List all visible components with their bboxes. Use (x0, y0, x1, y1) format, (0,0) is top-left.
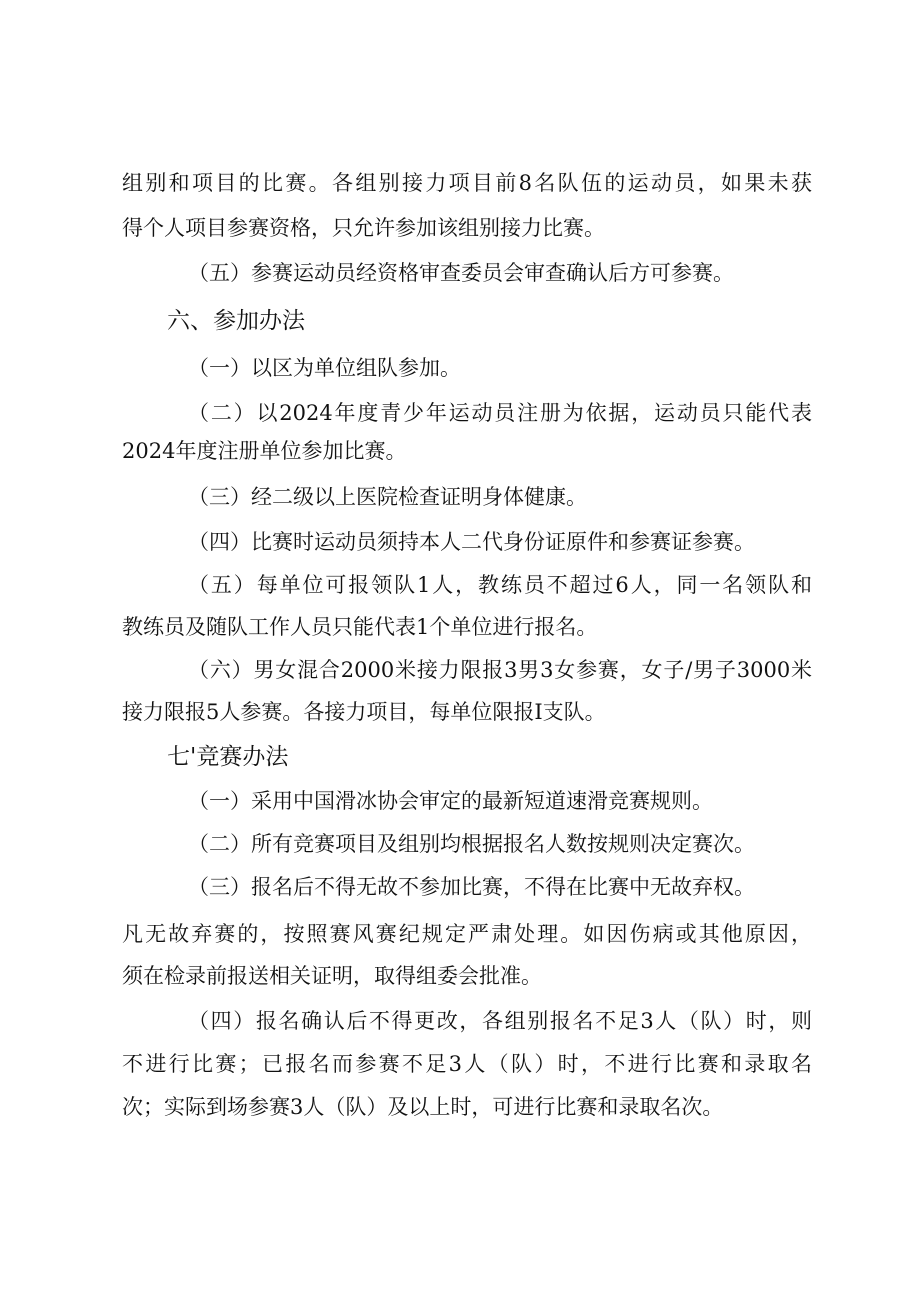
paragraph-line: （三）经二级以上医院检查证明身体健康。 (188, 485, 587, 509)
paragraph-line: 不进行比赛；已报名而参赛不足3人（队）时，不进行比赛和录取名 (122, 1052, 812, 1076)
paragraph-line: 接力限报5人参赛。各接力项目，每单位限报I支队。 (122, 700, 606, 724)
section-heading: 七'竞赛办法 (167, 744, 289, 770)
paragraph-line: （三）报名后不得无故不参加比赛，不得在比赛中无故弃权。 (188, 875, 755, 899)
paragraph-line: （四）报名确认后不得更改，各组别报名不足3人（队）时，则 (188, 1009, 812, 1033)
paragraph-line: （二）所有竞赛项目及组别均根据报名人数按规则决定赛次。 (188, 832, 755, 856)
paragraph-line: （五）每单位可报领队1人，教练员不超过6人，同一名领队和 (188, 573, 812, 597)
paragraph-line: （五）参赛运动员经资格审查委员会审查确认后方可参赛。 (188, 261, 734, 285)
paragraph-line: 组别和项目的比赛。各组别接力项目前8名队伍的运动员，如果未获 (122, 171, 812, 195)
paragraph-line: 次；实际到场参赛3人（队）及以上时，可进行比赛和录取名次。 (122, 1095, 724, 1119)
paragraph-line: 凡无故弃赛的，按照赛风赛纪规定严肃处理。如因伤病或其他原因， (122, 922, 812, 946)
section-heading: 六、参加办法 (167, 308, 305, 334)
paragraph-line: （一）采用中国滑冰协会审定的最新短道速滑竞赛规则。 (188, 789, 713, 813)
paragraph-line: 得个人项目参赛资格，只允许参加该组别接力比赛。 (122, 216, 605, 240)
paragraph-line: 教练员及随队工作人员只能代表1个单位进行报名。 (122, 615, 598, 639)
paragraph-line: （四）比赛时运动员须持本人二代身份证原件和参赛证参赛。 (188, 530, 755, 554)
paragraph-line: （二）以2024年度青少年运动员注册为依据，运动员只能代表 (188, 401, 812, 425)
paragraph-line: （一）以区为单位组队参加。 (188, 356, 461, 380)
paragraph-line: （六）男女混合2000米接力限报3男3女参赛，女子/男子3000米 (188, 658, 812, 682)
paragraph-line: 须在检录前报送相关证明，取得组委会批准。 (122, 964, 542, 988)
paragraph-line: 2024年度注册单位参加比赛。 (122, 439, 407, 463)
